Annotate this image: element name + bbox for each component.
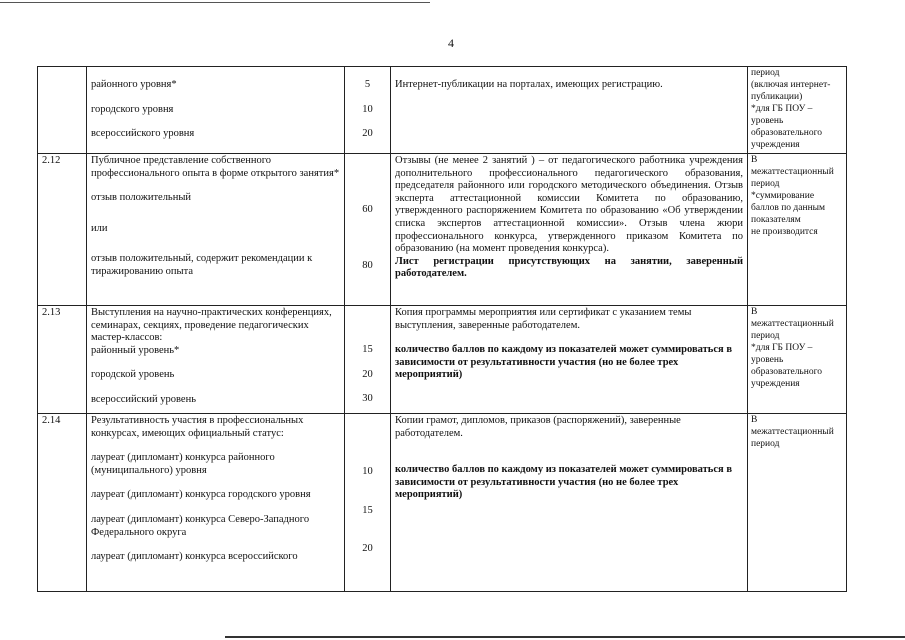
note-line: межаттестационный [751,427,834,437]
page-number: 4 [448,36,454,50]
criterion-item: лауреат (дипломант) конкурса районного (муниципального) уровня [91,452,275,476]
row-number [38,67,87,154]
note-line: период [751,68,780,78]
criterion-title: Результативность участия в профессиональных конкурсах, имеющих официальный статус: [91,415,304,439]
note-line: период [751,439,780,449]
points-cell [345,154,391,306]
table-row [38,414,847,592]
points-cell [345,67,391,154]
note-line: образовательного [751,367,823,377]
points-cell [345,414,391,592]
bottom-rule [225,636,905,638]
note-line: уровень [751,116,784,126]
evidence-text: Копии грамот, дипломов, приказов (распоряжений), заверенные работодателем. [395,415,681,439]
note-line: *для ГБ ПОУ – [751,104,813,114]
criterion-item: городской уровень [91,369,175,381]
note-line: не производится [751,227,818,237]
evidence-text: Интернет-публикации на порталах, имеющих регистрацию. [395,79,663,90]
criterion-cell [87,414,345,592]
row-number: 2.12 [38,154,87,306]
criterion-cell [87,67,345,154]
points-value: 30 [362,393,373,405]
evidence-bold-text: Лист регистрации присутствующих на занятии, заверенный работодателем. [395,255,743,280]
note-cell [748,414,847,592]
note-cell [748,306,847,414]
points-value: 60 [362,204,373,215]
note-line: учреждения [751,140,800,150]
points-value: 20 [362,128,373,140]
criterion-item: районный уровень* [91,344,180,356]
criterion-item: отзыв положительный [91,192,192,204]
evidence-bold-text: количество баллов по каждому из показателей может суммироваться в зависимости от результативности участия (но не более трех мероприятий) [395,344,732,381]
note-line: межаттестационный [751,167,834,177]
criterion-item: или [91,222,108,234]
row-number: 2.14 [38,414,87,592]
evidence-cell [391,67,748,154]
evidence-text: Копия программы мероприятия или сертификат с указанием темы выступления, заверенные работодателем. [395,307,692,331]
criterion-title: Публичное представление собственного профессионального опыта в форме открытого занятия* [91,155,340,179]
row-number: 2.13 [38,306,87,414]
criterion-item: всероссийского уровня [91,128,195,140]
criterion-item: лауреат (дипломант) конкурса Северо-Западного Федерального округа [91,513,310,538]
points-value: 20 [362,543,373,555]
note-line: баллов по данным [751,203,826,213]
points-value: 15 [362,504,373,516]
note-line: В [751,307,758,317]
note-cell [748,154,847,306]
note-line: уровень [751,355,784,365]
points-value: 20 [362,368,373,380]
note-line: показателям [751,215,801,225]
criterion-title: Выступления на научно-практических конференциях, семинарах, секциях, проведение педагогических мастер-классов: [91,307,332,344]
note-cell [748,67,847,154]
evidence-cell [391,154,748,306]
criterion-item: районного уровня* [91,79,177,90]
criterion-cell [87,306,345,414]
table-row [38,306,847,414]
note-line: публикации) [751,92,803,102]
table-row [38,67,847,154]
evidence-text: Отзывы (не менее 2 занятий ) – от педагогического работника учреждения дополнительного профессионального педагогического образования, председателя районного или городского методического объединения. Отзыв эксперта аттестационной комиссии Комитета по образованию, утвержденного распоряжением Комитета по образованию «Об утверждении списка экспертов аттестационной комиссии». Отзыв члена жюри профессионального конкурса, утвержденного приказом Комитета по образованию (на момент проведения конкурса). [395,155,743,255]
evidence-bold-text: количество баллов по каждому из показателей может суммироваться в зависимости от результативности участия (но не более трех мероприятий) [395,464,732,501]
criterion-item: всероссийский уровень [91,393,197,405]
note-line: В [751,155,758,165]
note-line: период [751,179,780,189]
evidence-cell [391,414,748,592]
note-line: период [751,331,780,341]
note-line: *суммирование [751,191,815,201]
points-value: 15 [362,344,373,355]
note-line: учреждения [751,379,800,389]
evidence-cell [391,306,748,414]
criterion-item: лауреат (дипломант) конкурса городского уровня [91,489,311,501]
table-row [38,154,847,306]
points-cell [345,306,391,414]
criteria-table [37,66,847,592]
points-value: 10 [362,103,373,115]
criterion-item: лауреат (дипломант) конкурса всероссийского [91,551,298,563]
criterion-item: городского уровня [91,103,174,115]
note-line: В [751,415,758,425]
note-line: межаттестационный [751,319,834,329]
criterion-item: отзыв положительный, содержит рекомендации к тиражированию опыта [91,253,313,277]
top-rule [0,2,430,3]
note-line: (включая интернет- [751,80,831,90]
points-value: 5 [364,79,371,90]
note-line: образовательного [751,128,823,138]
note-line: *для ГБ ПОУ – [751,343,813,353]
points-value: 80 [362,259,373,271]
points-value: 10 [362,466,373,477]
criterion-cell [87,154,345,306]
